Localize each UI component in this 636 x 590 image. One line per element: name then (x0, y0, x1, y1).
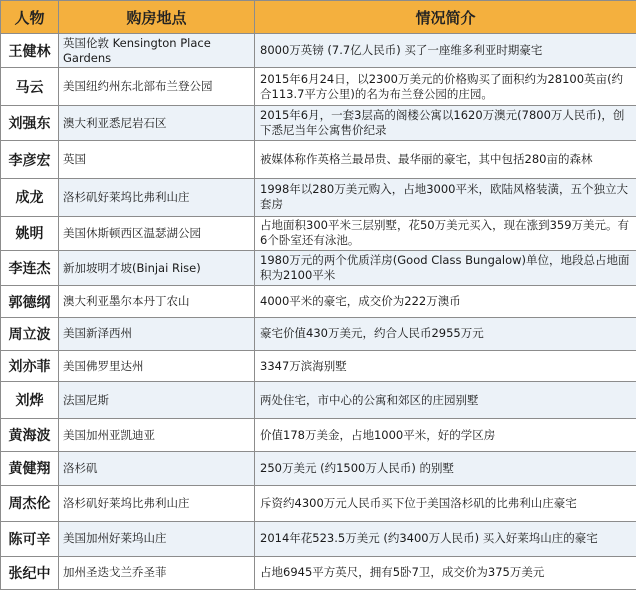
info-cell: 斥资约4300万元人民币买下位于美国洛杉矶的比弗利山庄豪宅 (255, 485, 636, 522)
person-name-cell: 黄海波 (1, 418, 59, 451)
table-row (1, 105, 636, 140)
location-cell: 加州圣迭戈兰乔圣菲 (59, 556, 255, 590)
person-name-cell: 刘强东 (1, 105, 59, 140)
info-cell: 4000平米的豪宅，成交价为222万澳币 (255, 286, 636, 317)
person-name-cell: 姚明 (1, 216, 59, 250)
location-cell: 法国尼斯 (59, 382, 255, 419)
table-row (1, 216, 636, 250)
location-cell: 美国加州好莱坞山庄 (59, 522, 255, 556)
info-cell: 占地面积300平米三层别墅，花50万美元买入，现在涨到359万美元。有6个卧室还有泳池。 (255, 216, 636, 250)
table-row (1, 317, 636, 350)
info-cell: 1998年以280万美元购入，占地3000平米，欧陆风格装潢，五个独立大套房 (255, 178, 636, 216)
location-cell: 美国加州亚凯迪亚 (59, 418, 255, 451)
table-row (1, 286, 636, 317)
info-cell: 2015年6月，一套3层高的阁楼公寓以1620万澳元(7800万人民币)，创下悉尼当年公寓售价纪录 (255, 105, 636, 140)
info-cell: 占地6945平方英尺，拥有5卧7卫，成交价为375万美元 (255, 556, 636, 590)
table-row (1, 250, 636, 285)
location-cell: 洛杉矶 (59, 452, 255, 485)
info-cell: 2015年6月24日，以2300万美元的价格购买了面积约为28100英亩(约合113.7平方公里)的名为布兰登公园的庄园。 (255, 68, 636, 106)
info-cell: 8000万英镑 (7.7亿人民币) 买了一座维多利亚时期豪宅 (255, 34, 636, 68)
location-cell: 新加坡明才坡(Binjai Rise) (59, 250, 255, 285)
person-name-cell: 黄健翔 (1, 452, 59, 485)
table-row (1, 522, 636, 556)
table-row (1, 452, 636, 485)
info-cell: 两处住宅，市中心的公寓和郊区的庄园别墅 (255, 382, 636, 419)
location-cell: 洛杉矶好莱坞比弗利山庄 (59, 178, 255, 216)
person-name-cell: 李彦宏 (1, 141, 59, 179)
table-row (1, 485, 636, 522)
info-cell: 豪宅价值430万美元，约合人民币2955万元 (255, 317, 636, 350)
info-cell: 被媒体称作英格兰最昂贵、最华丽的豪宅，其中包括280亩的森林 (255, 141, 636, 179)
person-name-cell: 陈可辛 (1, 522, 59, 556)
table-row (1, 351, 636, 382)
person-name-cell: 刘亦菲 (1, 351, 59, 382)
person-name-cell: 周立波 (1, 317, 59, 350)
person-name-cell: 刘烨 (1, 382, 59, 419)
table-row (1, 382, 636, 419)
table-row (1, 418, 636, 451)
person-name-cell: 郭德纲 (1, 286, 59, 317)
person-name-cell: 周杰伦 (1, 485, 59, 522)
info-cell: 1980万元的两个优质洋房(Good Class Bungalow)单位，地段总占地面积为2100平米 (255, 250, 636, 285)
info-cell: 价值178万美金，占地1000平米，好的学区房 (255, 418, 636, 451)
person-name-cell: 王健林 (1, 34, 59, 68)
table-body (1, 34, 636, 590)
location-cell: 洛杉矶好莱坞比弗利山庄 (59, 485, 255, 522)
table-row (1, 68, 636, 106)
location-cell: 英国伦敦 Kensington Place Gardens (59, 34, 255, 68)
location-cell: 美国新泽西州 (59, 317, 255, 350)
table-header-row (1, 1, 636, 34)
location-cell: 澳大利亚墨尔本丹丁农山 (59, 286, 255, 317)
location-cell: 美国纽约州东北部布兰登公园 (59, 68, 255, 106)
location-cell: 英国 (59, 141, 255, 179)
table-row (1, 141, 636, 179)
person-name-cell: 马云 (1, 68, 59, 106)
location-cell: 美国休斯顿西区温瑟湖公园 (59, 216, 255, 250)
person-name-cell: 李连杰 (1, 250, 59, 285)
location-cell: 美国佛罗里达州 (59, 351, 255, 382)
info-cell: 3347万滨海别墅 (255, 351, 636, 382)
header-info: 情况简介 (255, 1, 636, 34)
location-cell: 澳大利亚悉尼岩石区 (59, 105, 255, 140)
person-name-cell: 成龙 (1, 178, 59, 216)
table-row (1, 556, 636, 590)
info-cell: 2014年花523.5万美元 (约3400万人民币) 买入好莱坞山庄的豪宅 (255, 522, 636, 556)
table-row (1, 178, 636, 216)
header-location: 购房地点 (59, 1, 255, 34)
header-person: 人物 (1, 1, 59, 34)
info-cell: 250万美元 (约1500万人民币) 的别墅 (255, 452, 636, 485)
person-name-cell: 张纪中 (1, 556, 59, 590)
table-row (1, 34, 636, 68)
